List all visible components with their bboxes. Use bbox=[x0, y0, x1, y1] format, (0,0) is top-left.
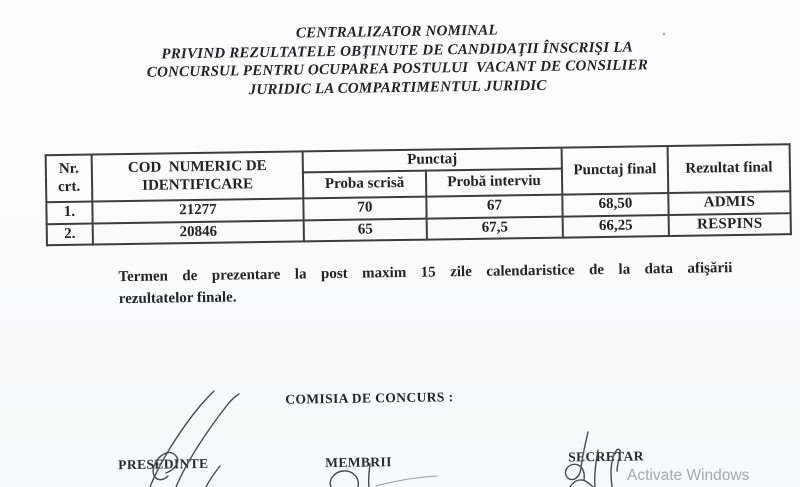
col-header-proba-interviu: Probă interviu bbox=[426, 169, 562, 197]
secretary-label: SECRETAR bbox=[568, 448, 645, 465]
cell-cod: 21277 bbox=[92, 198, 303, 223]
activate-windows-watermark: Activate Windows bbox=[627, 467, 750, 484]
cell-rezultat-final: ADMIS bbox=[668, 191, 790, 215]
cell-proba-interviu: 67,5 bbox=[427, 217, 563, 240]
col-header-nr bbox=[46, 155, 93, 203]
cell-nr: 2. bbox=[47, 224, 93, 246]
col-header-nr-line2: crt. bbox=[57, 178, 81, 195]
president-label: PRESEDINTE bbox=[118, 455, 209, 473]
cell-rezultat-final: RESPINS bbox=[669, 213, 791, 236]
title-line-2: PRIVIND REZULTATELE OBŢINUTE DE CANDIDAŢII ÎNSCRIŞI LA bbox=[161, 39, 633, 63]
title-line-3: CONCURSUL PENTRU OCUPAREA POSTULUI VACANT DE CONSILIER bbox=[146, 57, 649, 81]
title-line-1: CENTRALIZATOR NOMINAL bbox=[295, 22, 498, 42]
deadline-note-line1: Termen de prezentare la post maxim 15 zile calendaristice de la data afişării bbox=[118, 260, 733, 286]
cell-proba-scrisa: 65 bbox=[304, 219, 427, 242]
deadline-note-line2: rezultatelor finale. bbox=[118, 289, 237, 308]
col-header-proba-scrisa: Proba scrisă bbox=[303, 171, 426, 199]
cell-punctaj-final: 68,50 bbox=[562, 193, 668, 217]
members-label: MEMBRII bbox=[325, 454, 392, 471]
col-header-nr-line1: Nr. bbox=[58, 161, 79, 178]
col-header-cod-line1: COD NUMERIC DE bbox=[127, 158, 267, 177]
title-line-4: JURIDIC LA COMPARTIMENTUL JURIDIC bbox=[248, 77, 547, 98]
col-header-rezultat-final: Rezultat final bbox=[668, 144, 791, 193]
cell-proba-interviu: 67 bbox=[426, 195, 562, 219]
results-table bbox=[45, 143, 792, 246]
deadline-note bbox=[118, 257, 733, 310]
col-header-punctaj-group: Punctaj bbox=[303, 148, 562, 173]
cell-nr: 1. bbox=[46, 202, 92, 225]
col-header-cod-line2: IDENTIFICARE bbox=[142, 175, 254, 194]
cell-cod: 20846 bbox=[93, 220, 304, 244]
col-header-cod bbox=[92, 151, 304, 201]
commission-heading: COMISIA DE CONCURS : bbox=[285, 389, 454, 407]
document-title bbox=[0, 17, 798, 103]
col-header-punctaj-final: Punctaj final bbox=[562, 146, 669, 195]
cell-punctaj-final: 66,25 bbox=[563, 215, 669, 238]
cell-proba-scrisa: 70 bbox=[303, 197, 426, 221]
